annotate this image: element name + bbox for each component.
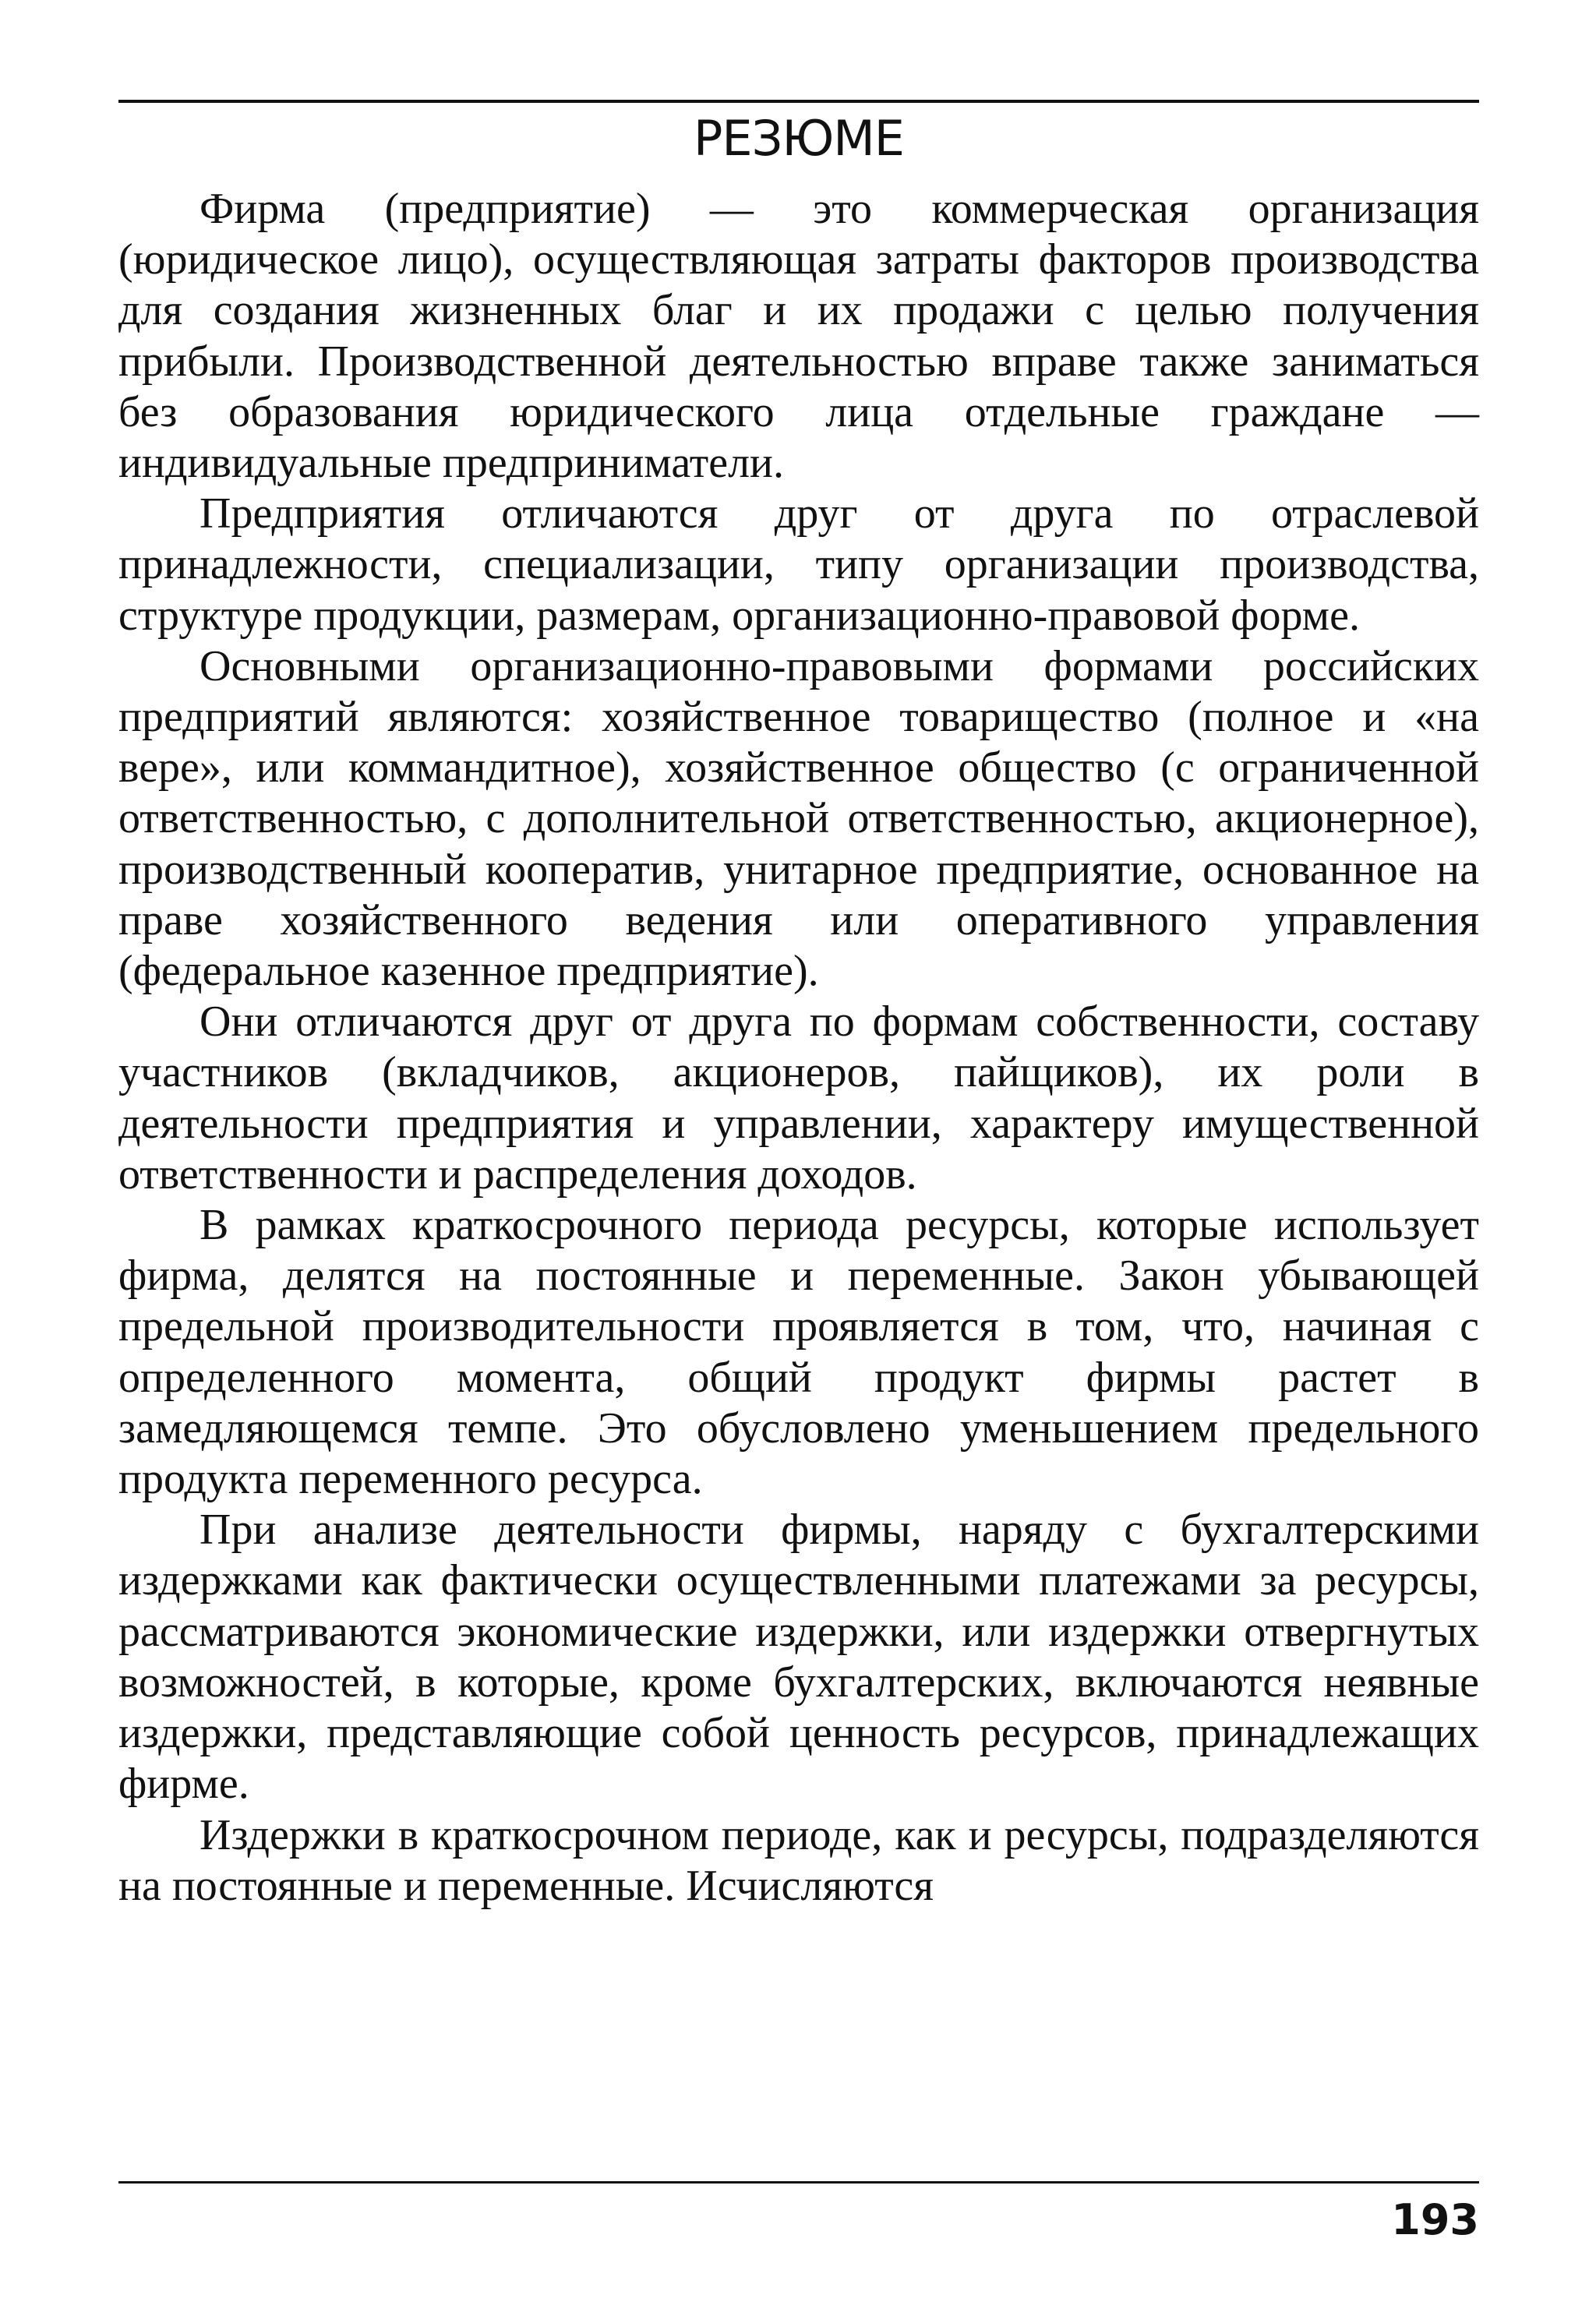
paragraph-6: При анализе деятельности фирмы, наряду с бухгалтерскими издержками как фактически осуществленными платежами за ресурсы, рассматриваются экономические издержки, или издержки отвергнутых возможностей, в которые, кроме бухгалтерских, включаются неявные издержки, представляющие собой ценность ресурсов, принадлежащих фирме. xyxy=(118,1506,1479,1809)
paragraph-4: Они отличаются друг от друга по формам собственности, составу участников (вкладчиков, акционеров, пайщиков), их роли в деятельности предприятия и управлении, характеру имущественной ответственности и распределения доходов. xyxy=(118,997,1479,1199)
bottom-rule xyxy=(118,2181,1479,2184)
paragraph-7: Издержки в краткосрочном периоде, как и ресурсы, подразделяются на постоянные и переменные. Исчисляются xyxy=(118,1810,1479,1910)
paragraph-1: Фирма (предприятие) — это коммерческая организация (юридическое лицо), осуществляющая затраты факторов производства для создания жизненных благ и их продажи с целью получения прибыли. Производственной деятельностью вправе также заниматься без образования юридического лица отдельные граждане — индивидуальные предприниматели. xyxy=(118,185,1479,488)
body-text xyxy=(118,184,1479,1912)
paragraph-2: Предприятия отличаются друг от друга по отраслевой принадлежности, специализации, типу организации производства, структуре продукции, размерам, организационно-правовой форме. xyxy=(118,489,1479,640)
section-heading: РЕЗЮМЕ xyxy=(694,110,904,167)
page-number: 193 xyxy=(1391,2195,1479,2244)
paragraph-5: В рамках краткосрочного периода ресурсы, которые использует фирма, делятся на постоянные и переменные. Закон убывающей предельной производительности проявляется в том, что, начиная с определенного момента, общий продукт фирмы растет в замедляющемся темпе. Это обусловлено уменьшением предельного продукта переменного ресурса. xyxy=(118,1201,1479,1504)
top-rule xyxy=(118,100,1479,103)
paragraph-3: Основными организационно-правовыми формами российских предприятий являются: хозяйственное товарищество (полное и «на вере», или коммандитное), хозяйственное общество (с ограниченной ответственностью, с дополнительной ответственностью, акционерное), производственный кооператив, унитарное предприятие, основанное на праве хозяйственного ведения или оперативного управления (федеральное казенное предприятие). xyxy=(118,641,1479,996)
